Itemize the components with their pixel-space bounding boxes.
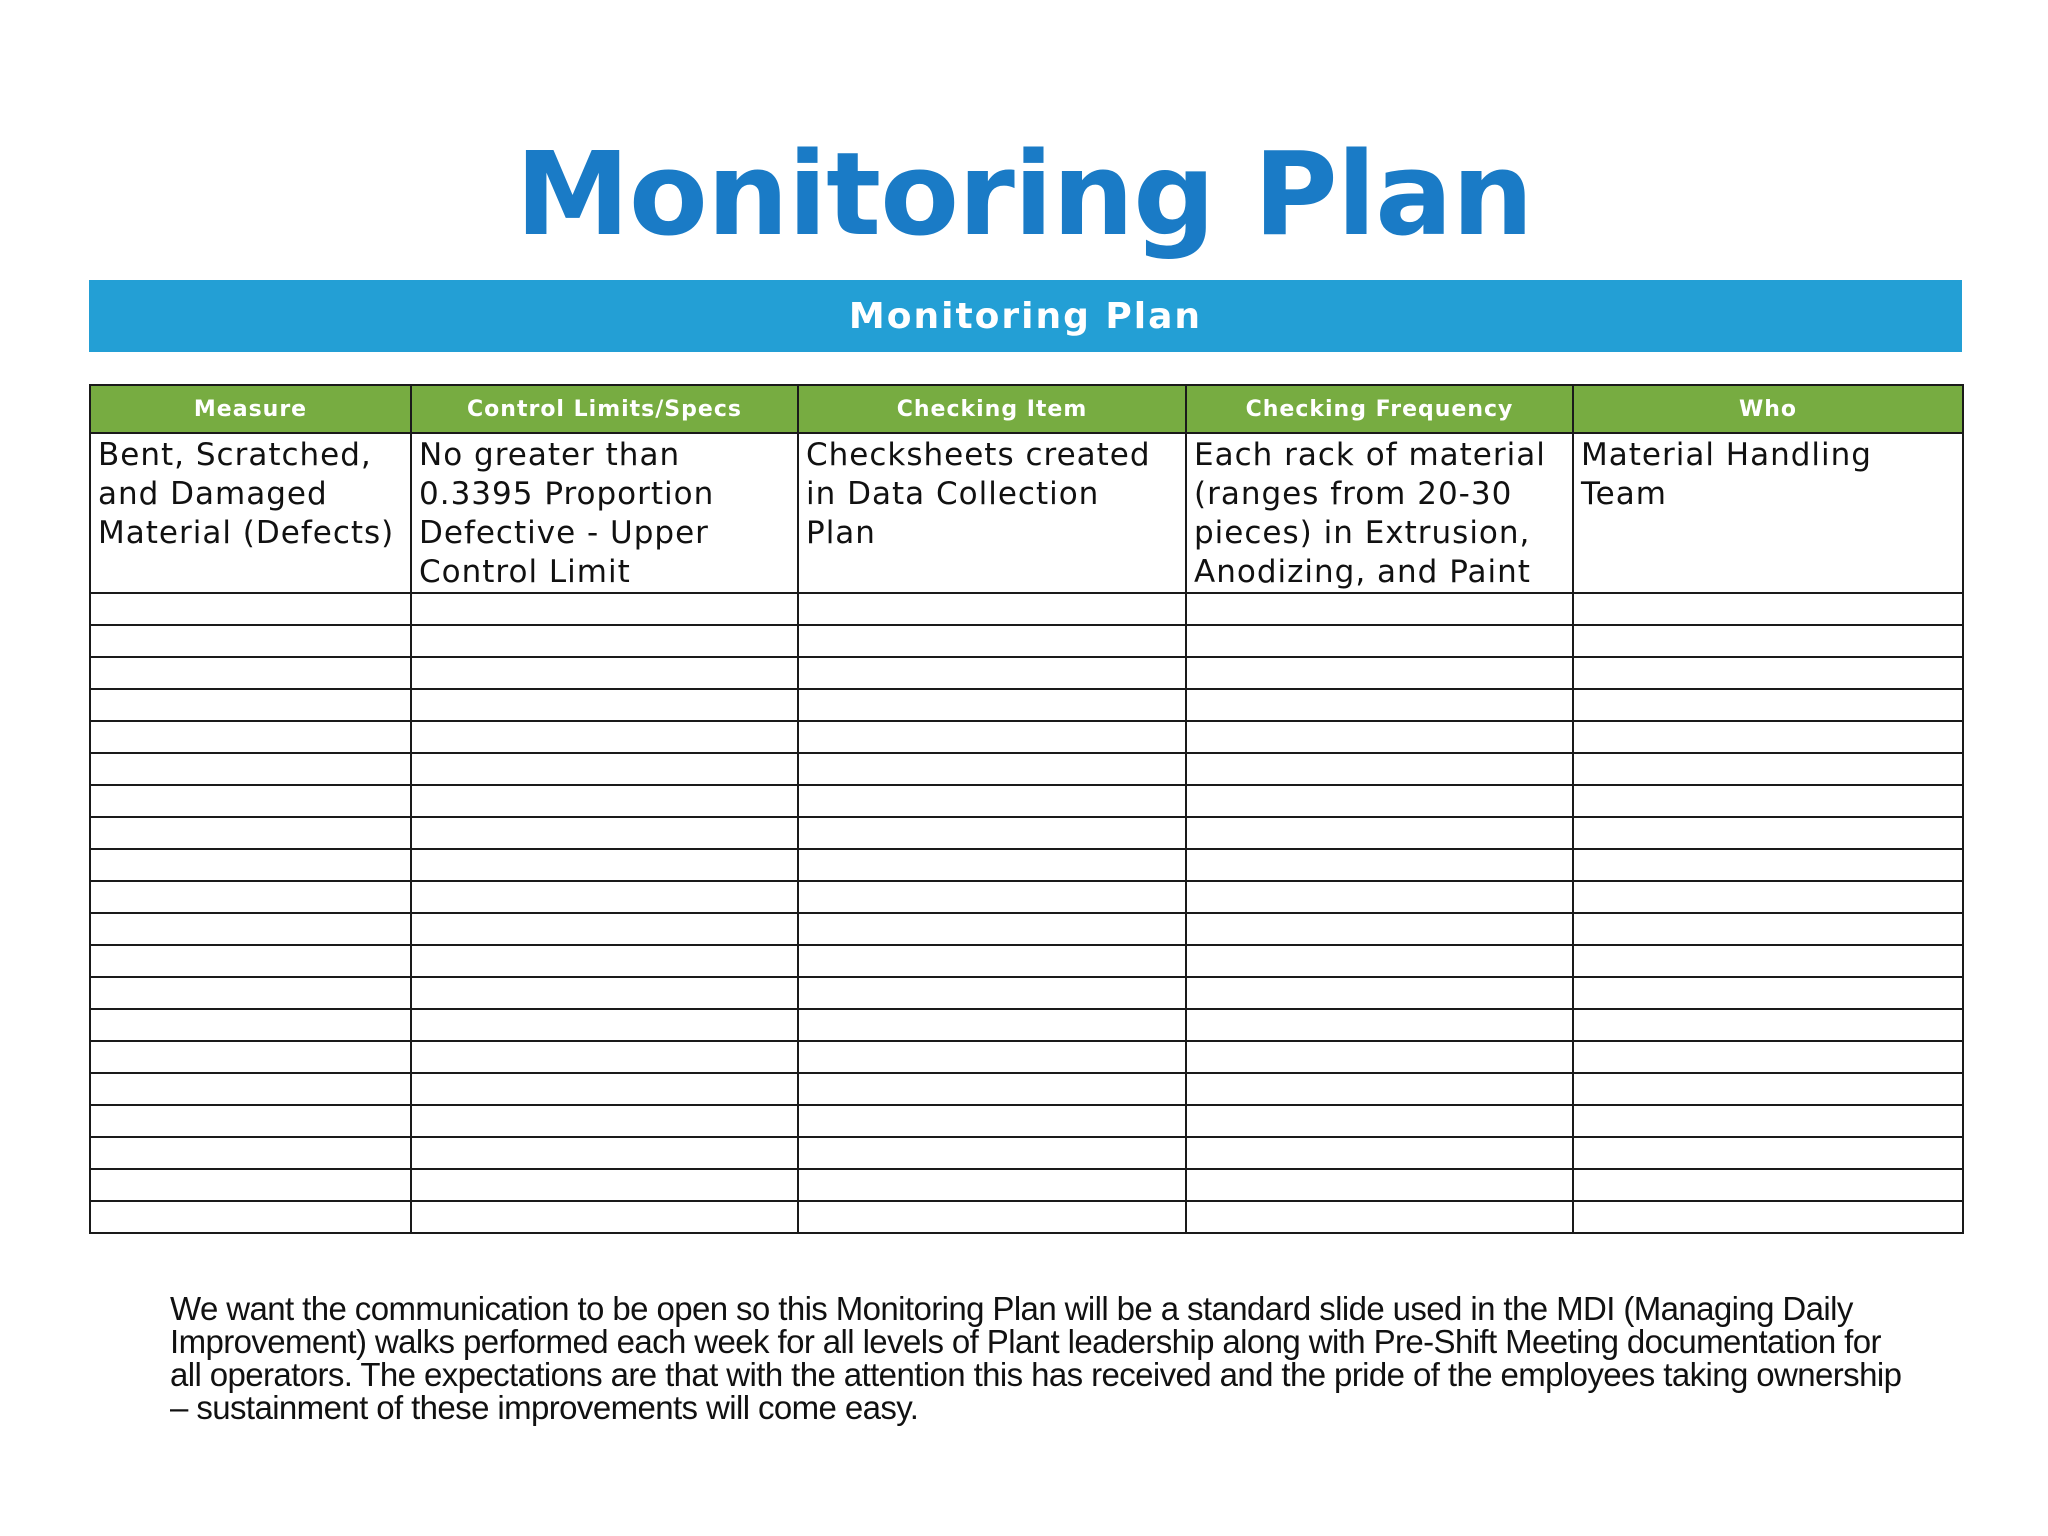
table-cell-empty-measure[interactable] — [90, 785, 411, 817]
table-cell-empty-measure[interactable] — [90, 1009, 411, 1041]
table-row-empty — [90, 881, 1963, 913]
table-cell-empty-control-limits[interactable] — [411, 913, 798, 945]
table-cell-empty-who[interactable] — [1573, 1137, 1963, 1169]
table-cell-empty-control-limits[interactable] — [411, 689, 798, 721]
table-cell-empty-checking-frequency[interactable] — [1186, 753, 1573, 785]
table-cell-empty-checking-item[interactable] — [798, 881, 1186, 913]
table-cell-who[interactable]: Material Handling Team — [1573, 433, 1963, 593]
table-row-empty — [90, 977, 1963, 1009]
table-cell-empty-checking-frequency[interactable] — [1186, 849, 1573, 881]
table-row-empty — [90, 753, 1963, 785]
table-row-empty — [90, 1009, 1963, 1041]
table-cell-empty-who[interactable] — [1573, 849, 1963, 881]
table-cell-empty-checking-frequency[interactable] — [1186, 817, 1573, 849]
table-cell-empty-who[interactable] — [1573, 1009, 1963, 1041]
table-cell-empty-measure[interactable] — [90, 881, 411, 913]
table-cell-empty-checking-item[interactable] — [798, 1073, 1186, 1105]
table-cell-empty-checking-frequency[interactable] — [1186, 913, 1573, 945]
table-cell-empty-control-limits[interactable] — [411, 1201, 798, 1233]
table-row-empty — [90, 1105, 1963, 1137]
table-cell-empty-who[interactable] — [1573, 689, 1963, 721]
table-header-row — [90, 385, 1963, 433]
table-cell-empty-who[interactable] — [1573, 913, 1963, 945]
table-cell-empty-checking-item[interactable] — [798, 913, 1186, 945]
table-cell-empty-checking-frequency[interactable] — [1186, 1105, 1573, 1137]
table-cell-empty-control-limits[interactable] — [411, 657, 798, 689]
table-cell-checking-frequency[interactable]: Each rack of material (ranges from 20-30 pieces) in Extrusion, Anodizing, and Paint — [1186, 433, 1573, 593]
table-cell-empty-checking-item[interactable] — [798, 1201, 1186, 1233]
table-cell-empty-checking-item[interactable] — [798, 1169, 1186, 1201]
table-cell-empty-checking-frequency[interactable] — [1186, 593, 1573, 625]
section-banner — [89, 280, 1962, 352]
table-cell-empty-control-limits[interactable] — [411, 945, 798, 977]
table-cell-empty-who[interactable] — [1573, 625, 1963, 657]
table-row-empty — [90, 593, 1963, 625]
table-cell-empty-measure[interactable] — [90, 1041, 411, 1073]
table-cell-empty-who[interactable] — [1573, 785, 1963, 817]
table-cell-empty-who[interactable] — [1573, 817, 1963, 849]
table-cell-empty-checking-item[interactable] — [798, 817, 1186, 849]
table-cell-empty-who[interactable] — [1573, 977, 1963, 1009]
table-row-empty — [90, 657, 1963, 689]
table-cell-empty-measure[interactable] — [90, 1073, 411, 1105]
table-cell-empty-checking-frequency[interactable] — [1186, 625, 1573, 657]
table-row-empty — [90, 945, 1963, 977]
table-cell-empty-checking-item[interactable] — [798, 753, 1186, 785]
table-cell-empty-control-limits[interactable] — [411, 881, 798, 913]
table-cell-empty-measure[interactable] — [90, 817, 411, 849]
table-cell-empty-checking-frequency[interactable] — [1186, 1169, 1573, 1201]
table-cell-empty-measure[interactable] — [90, 977, 411, 1009]
table-cell-empty-checking-frequency[interactable] — [1186, 1073, 1573, 1105]
table-cell-empty-measure[interactable] — [90, 753, 411, 785]
table-cell-empty-control-limits[interactable] — [411, 1009, 798, 1041]
table-cell-empty-checking-frequency[interactable] — [1186, 1041, 1573, 1073]
table-row-empty — [90, 1073, 1963, 1105]
table-cell-empty-checking-frequency[interactable] — [1186, 785, 1573, 817]
table-cell-empty-control-limits[interactable] — [411, 1041, 798, 1073]
table-cell-empty-control-limits[interactable] — [411, 817, 798, 849]
table-cell-empty-checking-item[interactable] — [798, 593, 1186, 625]
table-cell-empty-measure[interactable] — [90, 849, 411, 881]
table-cell-empty-measure[interactable] — [90, 689, 411, 721]
column-header-checking-frequency: Checking Frequency — [1186, 385, 1573, 433]
table-cell-empty-measure[interactable] — [90, 657, 411, 689]
table-cell-checking-item[interactable]: Checksheets created in Data Collection Plan — [798, 433, 1186, 593]
table-cell-empty-checking-frequency[interactable] — [1186, 721, 1573, 753]
column-header-checking-item: Checking Item — [798, 385, 1186, 433]
table-cell-empty-control-limits[interactable] — [411, 753, 798, 785]
table-cell-empty-who[interactable] — [1573, 657, 1963, 689]
table-cell-empty-who[interactable] — [1573, 593, 1963, 625]
table-cell-empty-who[interactable] — [1573, 945, 1963, 977]
table-row-empty — [90, 689, 1963, 721]
table-row — [90, 433, 1963, 593]
table-cell-empty-measure[interactable] — [90, 625, 411, 657]
page-title: Monitoring Plan — [515, 128, 1533, 262]
table-cell-empty-measure[interactable] — [90, 1105, 411, 1137]
table-cell-empty-checking-item[interactable] — [798, 1105, 1186, 1137]
monitoring-plan-table — [89, 384, 1964, 1234]
table-cell-empty-who[interactable] — [1573, 881, 1963, 913]
table-cell-empty-checking-frequency[interactable] — [1186, 1137, 1573, 1169]
table-cell-control-limits[interactable]: No greater than 0.3395 Proportion Defective - Upper Control Limit — [411, 433, 798, 593]
table-cell-empty-checking-item[interactable] — [798, 1041, 1186, 1073]
table-row-empty — [90, 817, 1963, 849]
table-cell-empty-checking-item[interactable] — [798, 721, 1186, 753]
table-cell-empty-checking-item[interactable] — [798, 945, 1186, 977]
table-cell-empty-control-limits[interactable] — [411, 1169, 798, 1201]
table-cell-empty-checking-frequency[interactable] — [1186, 657, 1573, 689]
table-cell-empty-who[interactable] — [1573, 753, 1963, 785]
table-cell-empty-control-limits[interactable] — [411, 849, 798, 881]
table-row-empty — [90, 625, 1963, 657]
table-cell-empty-checking-item[interactable] — [798, 657, 1186, 689]
table-cell-empty-measure[interactable] — [90, 1137, 411, 1169]
table-cell-empty-control-limits[interactable] — [411, 1137, 798, 1169]
table-cell-empty-who[interactable] — [1573, 1105, 1963, 1137]
table-row-empty — [90, 785, 1963, 817]
table-cell-empty-checking-frequency[interactable] — [1186, 945, 1573, 977]
table-cell-empty-who[interactable] — [1573, 1041, 1963, 1073]
table-cell-empty-checking-frequency[interactable] — [1186, 1009, 1573, 1041]
table-cell-empty-checking-frequency[interactable] — [1186, 977, 1573, 1009]
table-cell-empty-checking-item[interactable] — [798, 849, 1186, 881]
table-cell-empty-checking-frequency[interactable] — [1186, 1201, 1573, 1233]
column-header-who: Who — [1573, 385, 1963, 433]
table-cell-empty-checking-item[interactable] — [798, 689, 1186, 721]
table-cell-empty-measure[interactable] — [90, 593, 411, 625]
table-cell-empty-checking-frequency[interactable] — [1186, 689, 1573, 721]
table-cell-empty-measure[interactable] — [90, 945, 411, 977]
footer-note: We want the communication to be open so this Monitoring Plan will be a standard slide used in the MDI (Managing Daily Improvement) walks performed each week for all levels of Plant leadership along with Pre-Shift Meeting documentation for all operators. The expectations are that with the attention this has received and the pride of the employees taking ownership – sustainment of these improvements will come easy. — [170, 1290, 1902, 1426]
table-cell-empty-control-limits[interactable] — [411, 1105, 798, 1137]
table-cell-empty-control-limits[interactable] — [411, 1073, 798, 1105]
table-row-empty — [90, 1201, 1963, 1233]
table-cell-empty-who[interactable] — [1573, 1169, 1963, 1201]
table-cell-empty-checking-item[interactable] — [798, 977, 1186, 1009]
table-cell-empty-who[interactable] — [1573, 1201, 1963, 1233]
table-cell-empty-checking-item[interactable] — [798, 785, 1186, 817]
table-row-empty — [90, 1041, 1963, 1073]
table-row-empty — [90, 913, 1963, 945]
table-row-empty — [90, 721, 1963, 753]
table-cell-empty-measure[interactable] — [90, 913, 411, 945]
table-row-empty — [90, 1137, 1963, 1169]
table-cell-empty-checking-frequency[interactable] — [1186, 881, 1573, 913]
table-cell-empty-control-limits[interactable] — [411, 593, 798, 625]
table-row-empty — [90, 1169, 1963, 1201]
banner-title: Monitoring Plan — [848, 295, 1203, 337]
table-cell-empty-control-limits[interactable] — [411, 625, 798, 657]
table-cell-empty-control-limits[interactable] — [411, 721, 798, 753]
table-cell-empty-checking-item[interactable] — [798, 625, 1186, 657]
table-cell-empty-measure[interactable] — [90, 721, 411, 753]
table-row-empty — [90, 849, 1963, 881]
table-cell-empty-measure[interactable] — [90, 1169, 411, 1201]
table-cell-empty-who[interactable] — [1573, 1073, 1963, 1105]
table-cell-measure[interactable]: Bent, Scratched, and Damaged Material (Defects) — [90, 433, 411, 593]
table-cell-empty-checking-item[interactable] — [798, 1137, 1186, 1169]
table-cell-empty-checking-item[interactable] — [798, 1009, 1186, 1041]
table-cell-empty-who[interactable] — [1573, 721, 1963, 753]
table-cell-empty-control-limits[interactable] — [411, 977, 798, 1009]
column-header-measure: Measure — [90, 385, 411, 433]
table-cell-empty-control-limits[interactable] — [411, 785, 798, 817]
column-header-control-limits: Control Limits/Specs — [411, 385, 798, 433]
table-cell-empty-measure[interactable] — [90, 1201, 411, 1233]
